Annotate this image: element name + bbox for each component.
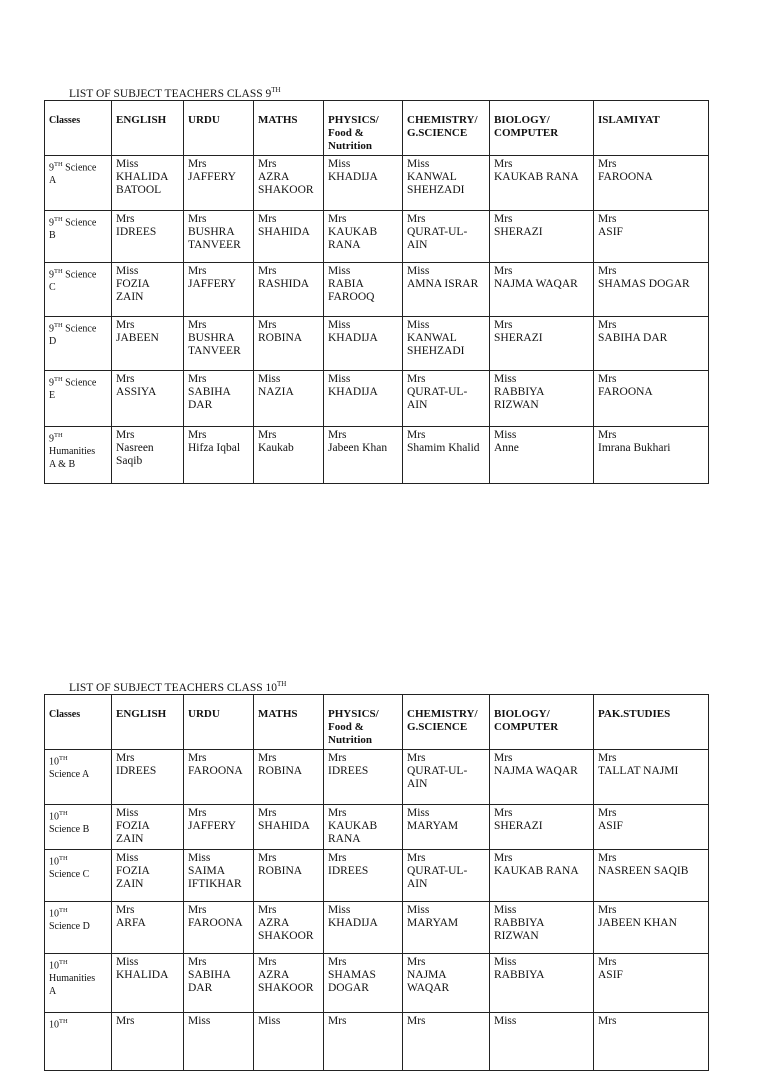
teacher-cell: Miss AMNA ISRAR: [403, 263, 490, 317]
teacher-cell: Miss FOZIA ZAIN: [112, 849, 184, 901]
teacher-cell: Mrs SHERAZI: [490, 805, 594, 850]
header-cell: ISLAMIYAT: [594, 101, 709, 156]
table-row: [45, 427, 709, 484]
teacher-cell: Mrs Shamim Khalid: [403, 427, 490, 484]
table-row: [45, 750, 709, 805]
teacher-cell: Mrs BUSHRA TANVEER: [184, 317, 254, 371]
table-row: [45, 849, 709, 901]
class-cell: 9TH Science D: [45, 317, 112, 371]
teacher-cell: Miss FOZIA ZAIN: [112, 263, 184, 317]
teacher-cell: Mrs QURAT-UL- AIN: [403, 750, 490, 805]
table-row: [45, 211, 709, 263]
header-cell: ENGLISH: [112, 695, 184, 750]
teacher-cell: Miss MARYAM: [403, 805, 490, 850]
teacher-cell: Mrs FAROONA: [184, 901, 254, 953]
class-cell: 10TH Humanities A: [45, 953, 112, 1012]
teacher-cell: Miss RABBIYA RIZWAN: [490, 371, 594, 427]
header-cell: URDU: [184, 101, 254, 156]
teacher-cell: Mrs AZRA SHAKOOR: [254, 953, 324, 1012]
teacher-cell: Miss KHALIDA: [112, 953, 184, 1012]
header-cell: MATHS: [254, 695, 324, 750]
table-row: [45, 805, 709, 850]
teacher-cell: Miss KANWAL SHEHZADI: [403, 317, 490, 371]
teacher-cell: Mrs AZRA SHAKOOR: [254, 156, 324, 211]
teacher-cell: Miss RABBIYA: [490, 953, 594, 1012]
teacher-cell: Mrs ROBINA: [254, 849, 324, 901]
teacher-cell: Miss NAZIA: [254, 371, 324, 427]
teacher-cell: Mrs Hifza Iqbal: [184, 427, 254, 484]
teacher-cell: Mrs ROBINA: [254, 317, 324, 371]
teacher-cell: Mrs FAROONA: [594, 371, 709, 427]
teacher-cell: Mrs NAJMA WAQAR: [403, 953, 490, 1012]
header-cell: Classes: [45, 101, 112, 156]
class-cell: 10TH Science B: [45, 805, 112, 850]
teacher-cell: Mrs JAFFERY: [184, 805, 254, 850]
header-cell: BIOLOGY/ COMPUTER: [490, 695, 594, 750]
teacher-cell: Mrs FAROONA: [184, 750, 254, 805]
teacher-cell: Mrs KAUKAB RANA: [490, 849, 594, 901]
teacher-cell: Mrs ASIF: [594, 211, 709, 263]
teacher-cell: Mrs QURAT-UL- AIN: [403, 211, 490, 263]
teacher-cell: Mrs Nasreen Saqib: [112, 427, 184, 484]
teacher-cell: Miss: [184, 1012, 254, 1070]
teacher-cell: Miss KHADIJA: [324, 156, 403, 211]
table-row: [45, 371, 709, 427]
class-cell: 9TH Science A: [45, 156, 112, 211]
teacher-cell: Mrs SHAMAS DOGAR: [324, 953, 403, 1012]
class-cell: 9TH Science E: [45, 371, 112, 427]
teacher-cell: Miss RABIA FAROOQ: [324, 263, 403, 317]
teacher-cell: Mrs ARFA: [112, 901, 184, 953]
teacher-cell: Mrs IDREES: [324, 750, 403, 805]
header-cell: Classes: [45, 695, 112, 750]
teacher-cell: Mrs IDREES: [112, 211, 184, 263]
teacher-cell: Mrs RASHIDA: [254, 263, 324, 317]
teacher-cell: Mrs IDREES: [112, 750, 184, 805]
header-cell: PHYSICS/ Food & Nutrition: [324, 101, 403, 156]
table-row: [45, 901, 709, 953]
teacher-cell: Mrs JAFFERY: [184, 263, 254, 317]
class-cell: 9TH Science B: [45, 211, 112, 263]
table-row: [45, 953, 709, 1012]
table-row: [45, 156, 709, 211]
teacher-cell: Mrs ASIF: [594, 805, 709, 850]
teachers-table-class-9: [44, 100, 709, 484]
teacher-cell: Miss: [254, 1012, 324, 1070]
header-cell: BIOLOGY/ COMPUTER: [490, 101, 594, 156]
teacher-cell: Miss KHADIJA: [324, 901, 403, 953]
teacher-cell: Miss: [490, 1012, 594, 1070]
class-cell: 9TH Science C: [45, 263, 112, 317]
teacher-cell: Miss SAIMA IFTIKHAR: [184, 849, 254, 901]
header-cell: CHEMISTRY/ G.SCIENCE: [403, 695, 490, 750]
teacher-cell: Miss KANWAL SHEHZADI: [403, 156, 490, 211]
teacher-cell: Mrs SHERAZI: [490, 317, 594, 371]
teacher-cell: Mrs TALLAT NAJMI: [594, 750, 709, 805]
teacher-cell: Miss FOZIA ZAIN: [112, 805, 184, 850]
table-row: [45, 1012, 709, 1070]
teacher-cell: Mrs: [594, 1012, 709, 1070]
section-title-class-9: LIST OF SUBJECT TEACHERS CLASS 9TH: [69, 86, 281, 100]
teacher-cell: Mrs ASIF: [594, 953, 709, 1012]
teacher-cell: Mrs NASREEN SAQIB: [594, 849, 709, 901]
teacher-cell: Mrs NAJMA WAQAR: [490, 750, 594, 805]
teacher-cell: Miss Anne: [490, 427, 594, 484]
class-cell: 9TH Humanities A & B: [45, 427, 112, 484]
table-row: [45, 263, 709, 317]
header-cell: URDU: [184, 695, 254, 750]
teacher-cell: Mrs SHAMAS DOGAR: [594, 263, 709, 317]
teacher-cell: Mrs SHERAZI: [490, 211, 594, 263]
teacher-cell: Mrs SABIHA DAR: [184, 953, 254, 1012]
teacher-cell: Mrs KAUKAB RANA: [324, 211, 403, 263]
class-cell: 10TH Science A: [45, 750, 112, 805]
header-cell: CHEMISTRY/ G.SCIENCE: [403, 101, 490, 156]
teacher-cell: Mrs SABIHA DAR: [184, 371, 254, 427]
table-row: [45, 317, 709, 371]
teacher-cell: Miss KHADIJA: [324, 317, 403, 371]
header-cell: ENGLISH: [112, 101, 184, 156]
teacher-cell: Mrs JABEEN: [112, 317, 184, 371]
teacher-cell: Mrs: [403, 1012, 490, 1070]
teachers-table-class-10: [44, 694, 709, 1071]
teacher-cell: Mrs KAUKAB RANA: [490, 156, 594, 211]
teacher-cell: Mrs Kaukab: [254, 427, 324, 484]
teacher-cell: Miss KHALIDA BATOOL: [112, 156, 184, 211]
teacher-cell: Mrs SHAHIDA: [254, 211, 324, 263]
header-cell: MATHS: [254, 101, 324, 156]
header-cell: PHYSICS/ Food & Nutrition: [324, 695, 403, 750]
class-cell: 10TH: [45, 1012, 112, 1070]
teacher-cell: Mrs Imrana Bukhari: [594, 427, 709, 484]
teacher-cell: Mrs ASSIYA: [112, 371, 184, 427]
teacher-cell: Mrs Jabeen Khan: [324, 427, 403, 484]
teacher-cell: Mrs JAFFERY: [184, 156, 254, 211]
teacher-cell: Mrs BUSHRA TANVEER: [184, 211, 254, 263]
teacher-cell: Mrs IDREES: [324, 849, 403, 901]
teacher-cell: Mrs JABEEN KHAN: [594, 901, 709, 953]
teacher-cell: Mrs SABIHA DAR: [594, 317, 709, 371]
teacher-cell: Miss RABBIYA RIZWAN: [490, 901, 594, 953]
class-cell: 10TH Science C: [45, 849, 112, 901]
teacher-cell: Mrs SHAHIDA: [254, 805, 324, 850]
teacher-cell: Mrs FAROONA: [594, 156, 709, 211]
teacher-cell: Mrs ROBINA: [254, 750, 324, 805]
teacher-cell: Mrs AZRA SHAKOOR: [254, 901, 324, 953]
teacher-cell: Mrs QURAT-UL- AIN: [403, 371, 490, 427]
teacher-cell: Miss KHADIJA: [324, 371, 403, 427]
teacher-cell: Mrs QURAT-UL- AIN: [403, 849, 490, 901]
teacher-cell: Mrs: [324, 1012, 403, 1070]
teacher-cell: Mrs NAJMA WAQAR: [490, 263, 594, 317]
teacher-cell: Miss MARYAM: [403, 901, 490, 953]
header-cell: PAK.STUDIES: [594, 695, 709, 750]
teacher-cell: Mrs KAUKAB RANA: [324, 805, 403, 850]
section-title-class-10: LIST OF SUBJECT TEACHERS CLASS 10TH: [69, 680, 287, 694]
class-cell: 10TH Science D: [45, 901, 112, 953]
teacher-cell: Mrs: [112, 1012, 184, 1070]
